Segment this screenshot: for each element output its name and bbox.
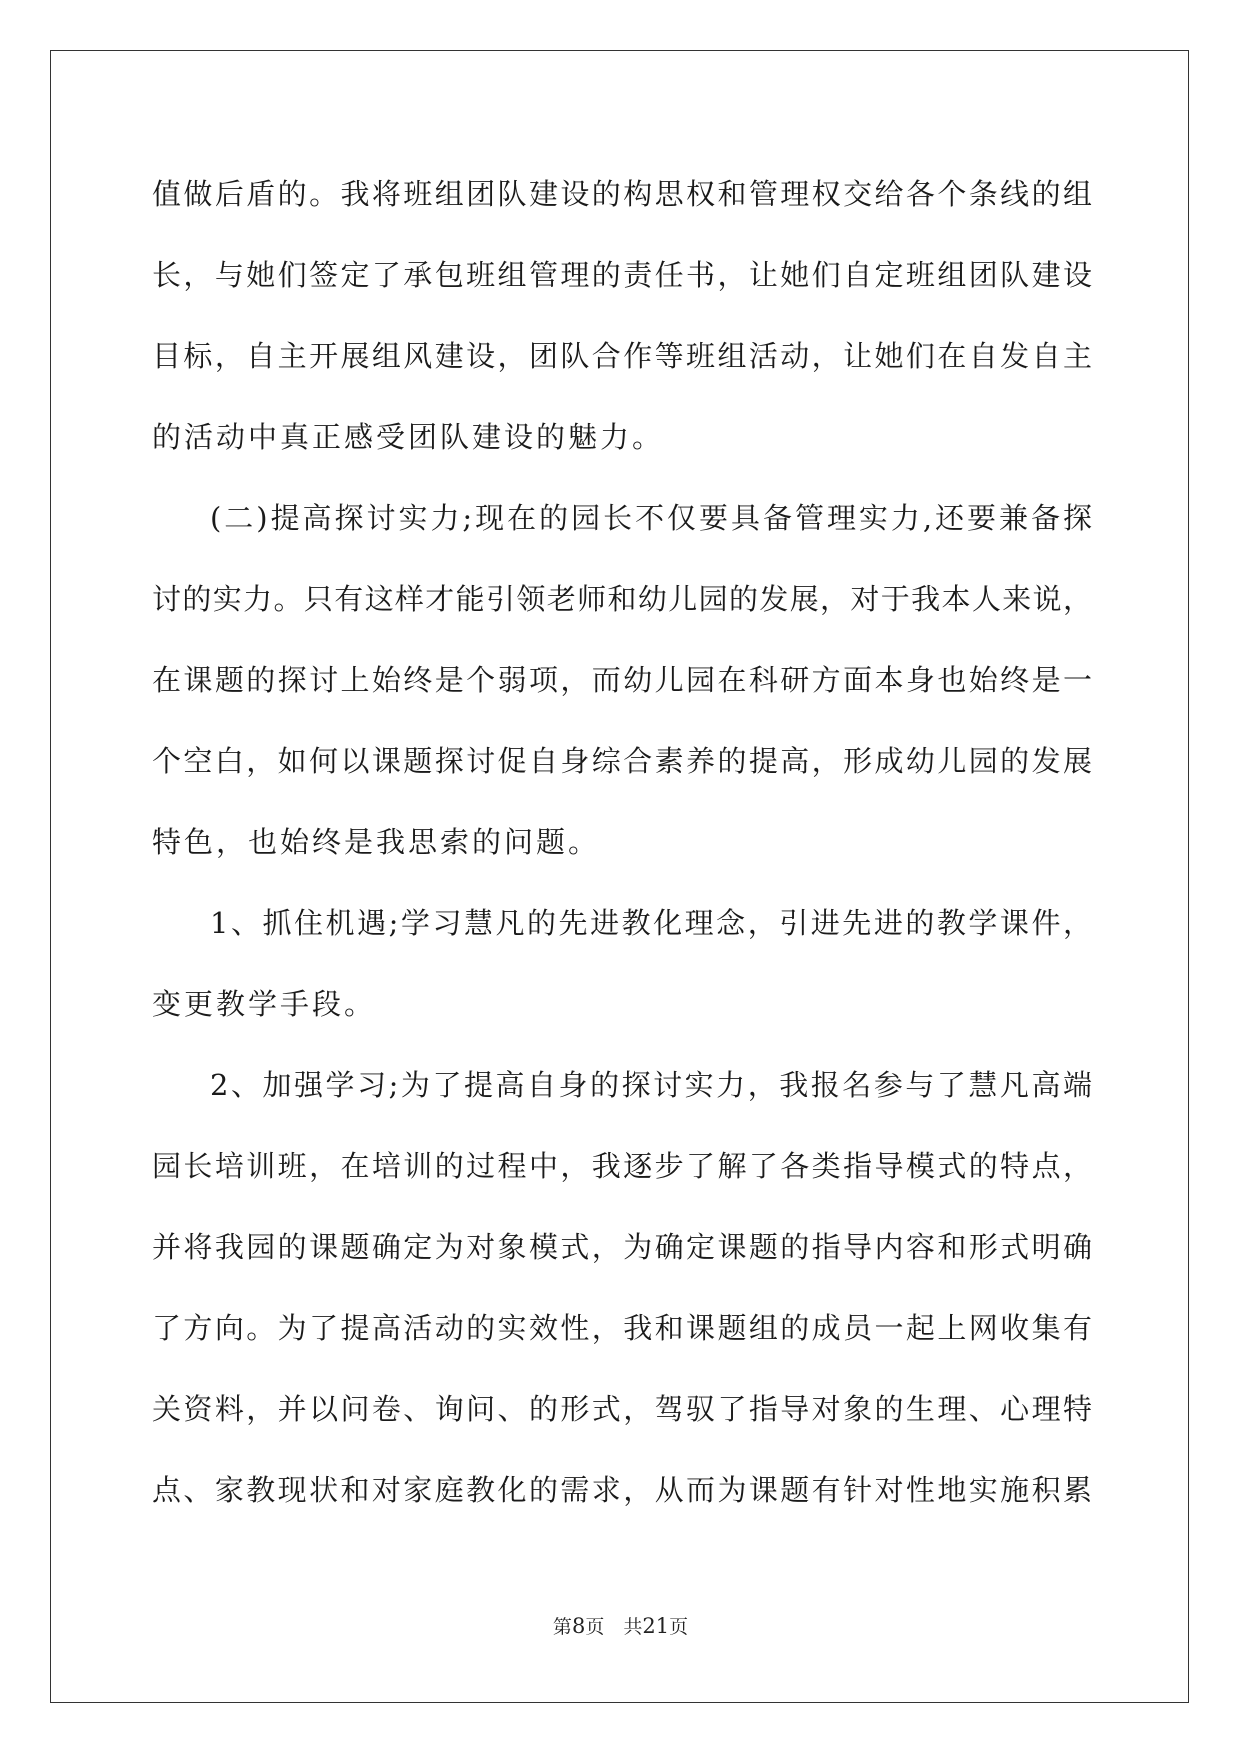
text-line: 的活动中真正感受团队建设的魅力。 — [152, 420, 665, 454]
text-line: 特色，也始终是我思索的问题。 — [152, 825, 601, 859]
text-line: 关资料，并以问卷、询问、的形式，驾驭了指导对象的生理、心理特 — [152, 1392, 1092, 1426]
text-line: 2、加强学习;为了提高自身的探讨实力，我报名参与了慧凡高端 — [210, 1068, 1092, 1102]
text-line: 讨的实力。只有这样才能引领老师和幼儿园的发展，对于我本人来说， — [152, 582, 1092, 616]
text-line: 变更教学手段。 — [152, 987, 377, 1021]
page-prefix: 第 — [552, 1616, 572, 1638]
text-line: 目标，自主开展组风建设，团队合作等班组活动，让她们在自发自主 — [152, 339, 1092, 373]
text-line: 值做后盾的。我将班组团队建设的构思权和管理权交给各个条线的组 — [152, 177, 1092, 211]
text-line: 园长培训班，在培训的过程中，我逐步了解了各类指导模式的特点， — [152, 1149, 1092, 1183]
text-line: 长，与她们签定了承包班组管理的责任书，让她们自定班组团队建设 — [152, 258, 1092, 292]
text-line: 了方向。为了提高活动的实效性，我和课题组的成员一起上网收集有 — [152, 1311, 1092, 1345]
page-mid: 页 共 — [585, 1616, 643, 1638]
document-body — [152, 166, 1092, 1543]
page-suffix: 页 — [669, 1616, 689, 1638]
text-line: 在课题的探讨上始终是个弱项，而幼儿园在科研方面本身也始终是一 — [152, 663, 1092, 697]
text-line: 点、家教现状和对家庭教化的需求，从而为课题有针对性地实施积累 — [152, 1473, 1092, 1507]
text-line: 1、抓住机遇;学习慧凡的先进教化理念，引进先进的教学课件， — [210, 906, 1092, 940]
page-total: 21 — [642, 1614, 670, 1638]
text-line: 并将我园的课题确定为对象模式，为确定课题的指导内容和形式明确 — [152, 1230, 1092, 1264]
page-footer — [0, 1614, 1241, 1639]
text-line: (二)提高探讨实力;现在的园长不仅要具备管理实力,还要兼备探 — [210, 501, 1092, 535]
page-current: 8 — [571, 1614, 586, 1638]
text-line: 个空白，如何以课题探讨促自身综合素养的提高，形成幼儿园的发展 — [152, 744, 1092, 778]
